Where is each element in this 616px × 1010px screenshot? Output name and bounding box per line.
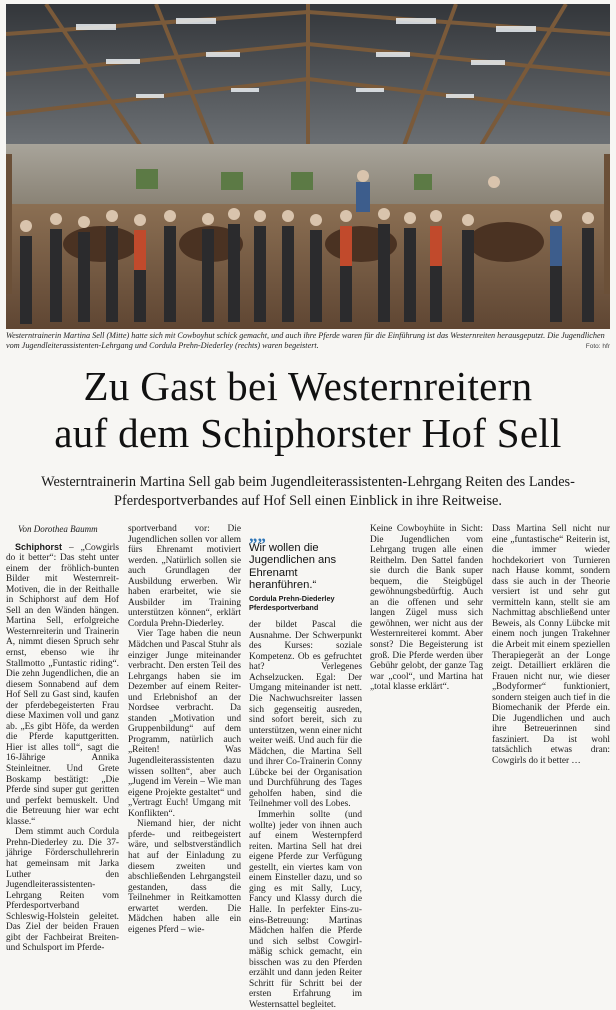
subheadline: Westerntrainerin Martina Sell gab beim Jugendleiterassistenten-Lehrgang Reiten des Landes-Pferdesportverbandes auf Hof Sell einen Einblick in ihre Reitweise. [41, 474, 575, 509]
quote-text: Wir wollen die Jugendlichen ans Ehrenamt heranführen.“ [249, 542, 337, 591]
quote-mark: „„ [249, 526, 266, 545]
headline-line-2: auf dem Schiphorster Hof Sell [54, 410, 562, 456]
dateline: Schiphorst [15, 541, 63, 552]
article-paragraph: Dem stimmt auch Cordula Prehn-Diederley zu. Die 37-jährige Förderschullehrerin hat gemeinsam mit Jarka Luther den Jugendleiterassistenten-Lehrgang Reiten vom Pferdesportverband Schleswig-Holstein geleitet. Das Ziel der beiden Frauen gibt der Fachbeirat Breiten- und Schulsport im Pferde- [6, 827, 119, 954]
article-paragraph: Immerhin sollte (und wollte) jeder von ihnen auch auf einem Westernpferd reiten. Martina Sell hat drei eigene Pferde zur Verfügung gestellt, ein viertes kam von einem Einsteller dazu, und so ging es mit Sally, Lucy, Fancy und Klassy durch die Halle. In perfekter Eins-zu-eins-Betreuung: Martinas Mädchen halfen die Pferde und sich selbst Cowgirl-mäßig schick gemacht, ein bisschen was zu den Pferden erzählt und dann jeden Reiter Schritt für Schritt bei der ersten Erfahrung im Westernsattel begleitet. [249, 810, 362, 1010]
article-column-1 [6, 524, 119, 954]
photo-caption: Westerntrainerin Martina Sell (Mitte) hatte sich mit Cowboyhut schick gemacht, und auch ihre Pferde waren für die Einführung ist das Westernreiten herausgeputzt. Die Jugendlichen vom Jugendleiterassistenten-Lehrgang und Cordula Prehn-Diederley (rechts) waren begeistert. [6, 331, 605, 350]
paragraph-text: – „Cowgirls do it better“: Das steht unter einem der fröhlich-bunten Bilder mit Westernreit-Motiven, die in der Reithalle in Schiphorst auf dem Hof Sell an den Wänden hängen. Martina Sell, erfolgreiche Westernreiterin und Trainerin A, nimmt diesen Spruch sehr ernst, ebenso wie ihr Stallmotto „Funtastic riding“. Die zehn Jugendlichen, die an diesem Sonnabend auf dem Hof Sell zu Gast sind, kaufen der pferdebegeisterten Frau diese Maximen voll und ganz ab. „Es gibt Höfe, da werden die Pferde kaputtgeritten. Hier ist alles toll“, sagt die 16-Jährige Annika Steinleitner. Und Grete Boskamp bestätigt: „Die Pferde sind super gut geritten und perfekt bemuskelt. Und die Betreuung hier war echt klasse.“ [6, 542, 119, 827]
article-column-5 [492, 524, 610, 767]
quote-author: Cordula Prehn-Diederley [249, 594, 335, 604]
pull-quote [249, 526, 362, 613]
article-photo [6, 4, 610, 329]
article-column-3 [249, 524, 362, 1010]
article-column-2 [128, 524, 241, 935]
headline [0, 363, 616, 457]
article-paragraph: sportverband vor: Die Jugendlichen sollen vor allem fürs Ehrenamt motiviert werden. „Natürlich sollen sie auch Grundlagen der Ausbildung erwerben. Wir haben erarbeitet, wie sie Ausbilder im Training unterstützen können“, erklärt Cordula Prehn-Diederley. [128, 524, 241, 629]
byline: Von Dorothea Baumm [18, 524, 98, 534]
article-paragraph: Keine Cowboyhüte in Sicht: Die Jugendlichen vom Lehrgang trugen alle einen Reithelm. Den Sattel fanden sie durch die Bank super bequem, die Steigbügel gewöhnungsbedürftig. Auch an die offenen und sehr langen Zügel muss sich gewöhnen, wer nicht aus der Westernreiterei kommt. Aber sonst? Die Begeisterung ist groß. Die Pferde werden über Gebühr gelobt, der ganze Tag war „cool“, und Martina hat „total klasse erklärt“. [370, 524, 483, 693]
article-paragraph [6, 542, 119, 828]
headline-line-1: Zu Gast bei Westernreitern [83, 363, 533, 409]
photo-credit: Foto: hfr [585, 343, 610, 350]
article-paragraph: Niemand hier, der nicht pferde- und reitbegeistert wäre, und selbstverständlich hat auf der Einladung zu diesem zweiten und abschließenden Lehrgangsteil gestanden, dass die Teilnehmer in Reitkamotten erwartet werden. Die Mädchen haben alle ein eigenes Pferd – wie- [128, 819, 241, 935]
quote-role: Pferdesportverband [249, 603, 319, 613]
article-column-4 [370, 524, 483, 693]
article-paragraph: der bildet Pascal die Ausnahme. Der Schwerpunkt des Kurses: soziale Kompetenz. Ob es gefruchtet hat? Verlegenes Achselzucken. Egal: Der Umgang miteinander ist nett. Die Nachwuchsreiter lassen sich gegenseitig ausreden, sind sofort bereit, sich zu unterstützen, wenn einer nicht weiter weiß. Und auch für die Mädchen, die Martina Sell und ihrer Co-Trainerin Conny Lübcke bei der Organisation und Durchführung des Tages geholfen haben, sind die Teilnehmer voll des Lobes. [249, 620, 362, 810]
article-paragraph: Dass Martina Sell nicht nur eine „funtastische“ Reiterin ist, die immer wieder hochdekoriert von Turnieren nach Hause kommt, sondern dass sie auch in der Theorie versiert ist und sehr gut vermitteln kann, stellt sie am Nachmittag abschließend unter Beweis, als Conny Lübcke mit einem noch jungen Trakehner die Arbeit mit einem speziellen Therapiegerät an der Longe zeigt. Detailliert erklären die Frauen nicht nur, wie dieser „Bodyformer“ funktioniert, sondern steigen auch tief in die Biomechanik der Pferde ein. Die Jugendlichen und auch ihre Betreuerinnen sind fasziniert. Da ist wohl tatsächlich etwas dran: Cowgirls do it better … [492, 524, 610, 767]
article-paragraph: Vier Tage haben die neun Mädchen und Pascal Stuhr als einziger Junge miteinander verbracht. Den ersten Teil des Lehrgangs haben sie im Dezember auf einem Reiter- und Erlebnishof an der Nordsee verbracht. Da standen „Motivation und Gruppenbildung“ auf dem Programm, natürlich auch „Reiten! Was Jugendleiterassistenten dazu wissen sollten“, aber auch „Jugend im Verein – Wie man eigene Projekte gestaltet“ und „Vertragt Euch! Umgang mit Konflikten“. [128, 629, 241, 819]
